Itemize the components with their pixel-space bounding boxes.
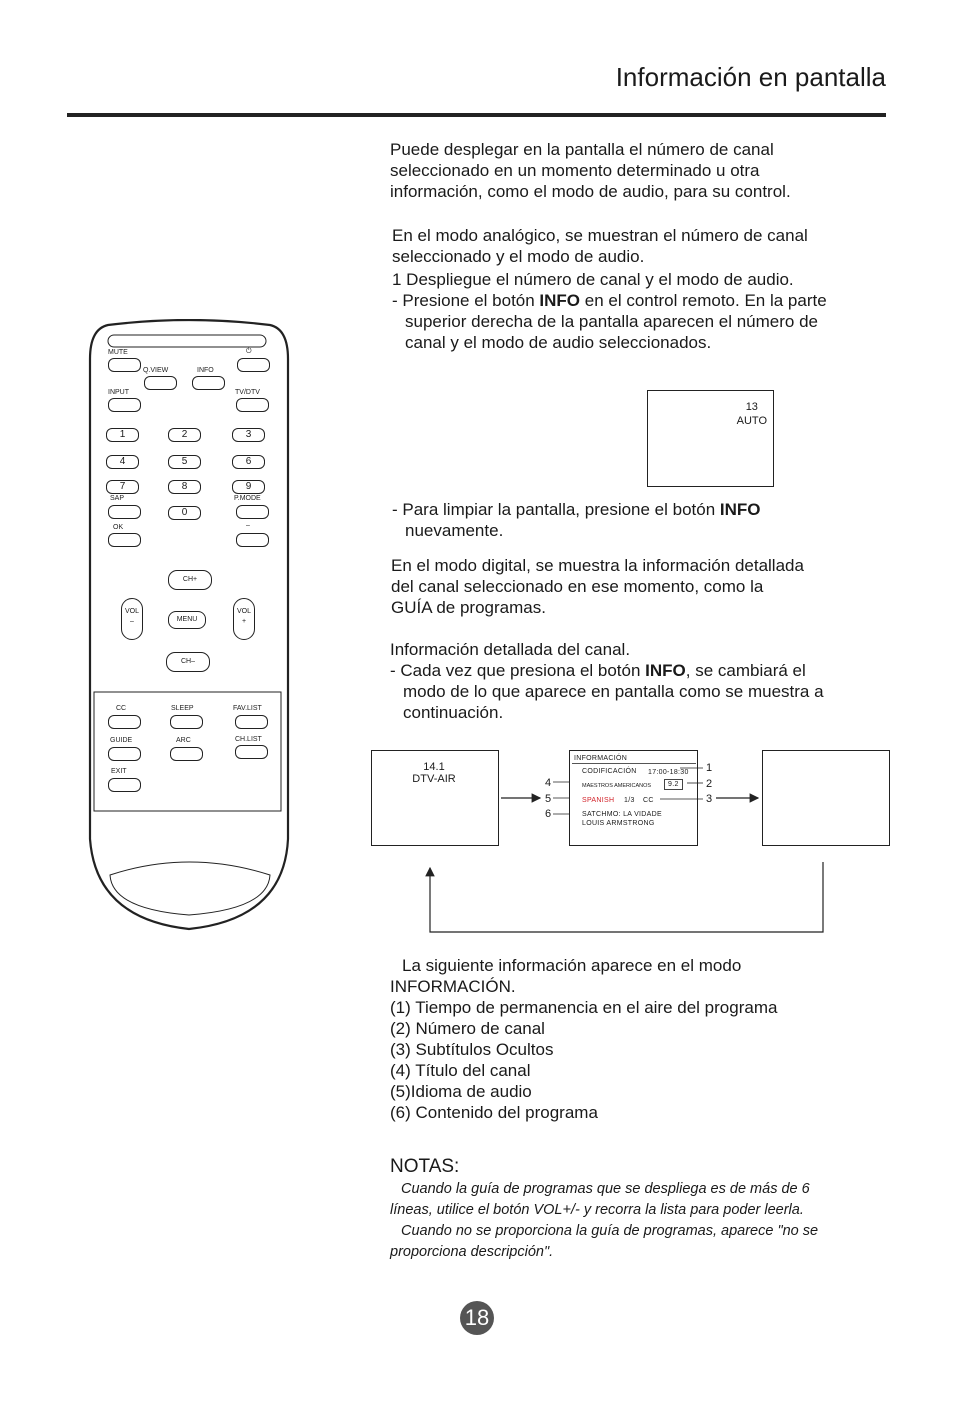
guide-label: GUIDE: [110, 737, 133, 744]
analog-paragraph: [392, 225, 808, 267]
info-list: [390, 955, 777, 1123]
qview-label: Q.VIEW: [143, 367, 169, 374]
callout-3: 3: [706, 793, 713, 805]
info-button[interactable]: [192, 376, 225, 390]
num-7-button[interactable]: 7: [106, 480, 139, 494]
audio-language: SPANISH: [582, 797, 615, 804]
text: - Para limpiar la pantalla, presione el botón: [392, 500, 720, 519]
info-header: INFORMACIÓN: [574, 755, 628, 762]
arc-label: ARC: [176, 737, 191, 744]
cc-label: CC: [116, 705, 127, 712]
num-3-button[interactable]: 3: [232, 428, 265, 442]
intro-line: información, como el modo de audio, para su control.: [390, 182, 791, 201]
source-label: DTV-AIR: [412, 773, 456, 785]
digital-paragraph: [391, 555, 804, 618]
plus-icon: +: [241, 618, 247, 625]
cc-button[interactable]: [108, 715, 141, 729]
list-item: (4) Título del canal: [390, 1061, 531, 1080]
channel-num-box: 9.2: [664, 779, 683, 790]
favlist-label: FAV.LIST: [233, 705, 262, 712]
step-1: 1 Despliegue el número de canal y el modo de audio.: [392, 270, 794, 289]
notes-heading: NOTAS:: [390, 1156, 460, 1177]
channel-up-button[interactable]: CH+: [168, 570, 212, 590]
sleep-label: SLEEP: [171, 705, 194, 712]
dash-label: –: [246, 522, 250, 529]
guide-button[interactable]: [108, 747, 141, 761]
num-5-button[interactable]: 5: [168, 455, 201, 469]
analog-screen: [647, 390, 774, 487]
page-number: 18: [460, 1301, 494, 1335]
qview-button[interactable]: [144, 376, 177, 390]
minus-icon: –: [130, 618, 134, 625]
audio-mode: AUTO: [736, 415, 767, 427]
mute-label: MUTE: [108, 349, 128, 356]
callout-6: 6: [545, 808, 552, 820]
text: - Cada vez que presiona el botón: [390, 661, 646, 680]
callout-1: 1: [706, 762, 713, 774]
note-line: Cuando la guía de programas que se despliega es de más de 6: [401, 1181, 810, 1197]
info-instruction: [392, 290, 827, 311]
chlist-button[interactable]: [235, 745, 268, 759]
volume-up-button[interactable]: [233, 598, 255, 640]
digital-line: GUÍA de programas.: [391, 598, 546, 617]
num-8-button[interactable]: 8: [168, 480, 201, 494]
pmode-label: P.MODE: [234, 495, 261, 502]
power-icon: ⏻: [246, 348, 252, 355]
sap-button[interactable]: [108, 505, 141, 519]
detail-line: continuación.: [403, 703, 504, 722]
text: en el control remoto. En la parte: [580, 291, 827, 310]
list-item: (2) Número de canal: [390, 1019, 545, 1038]
info-keyword: INFO: [645, 661, 686, 680]
intro-line: seleccionado en un momento determinado u otra: [390, 161, 760, 180]
list-item: (3) Subtítulos Ocultos: [390, 1040, 554, 1059]
instruction-line: canal y el modo de audio seleccionados.: [405, 333, 712, 352]
text: - Presione el botón: [392, 291, 540, 310]
mute-button[interactable]: [108, 358, 141, 372]
chlist-label: CH.LIST: [235, 736, 262, 743]
vol-label: VOL: [236, 608, 251, 615]
channel-number: 13: [745, 401, 758, 413]
note-line: proporciona descripción".: [390, 1244, 554, 1260]
num-0-button[interactable]: 0: [168, 506, 201, 520]
tvdtv-button[interactable]: [236, 398, 269, 412]
instruction-line: superior derecha de la pantalla aparecen el número de: [405, 312, 818, 331]
analog-line: seleccionado y el modo de audio.: [392, 247, 645, 266]
clear-line: [392, 499, 761, 520]
input-button[interactable]: [108, 398, 141, 412]
num-1-button[interactable]: 1: [106, 428, 139, 442]
clear-paragraph: [392, 499, 761, 541]
ok-button[interactable]: [108, 533, 141, 547]
remote-control: [88, 319, 290, 931]
list-intro: La siguiente información aparece en el modo: [402, 956, 742, 975]
sap-label: SAP: [110, 495, 125, 502]
list-item: (5)Idioma de audio: [390, 1082, 532, 1101]
num-2-button[interactable]: 2: [168, 428, 201, 442]
input-label: INPUT: [108, 389, 129, 396]
power-button[interactable]: [237, 358, 270, 372]
analog-steps: [392, 269, 827, 353]
channel-title: MAESTROS AMERICANOS: [582, 783, 652, 789]
callout-5: 5: [545, 792, 552, 805]
info-keyword: INFO: [719, 500, 761, 519]
note-line: Cuando no se proporciona la guía de programas, aparece "no se: [401, 1223, 819, 1239]
arc-button[interactable]: [170, 747, 203, 761]
pmode-button[interactable]: [236, 505, 269, 519]
exit-label: EXIT: [111, 768, 127, 775]
arrow-return-icon: [430, 862, 823, 932]
list-intro: INFORMACIÓN.: [390, 977, 516, 996]
num-9-button[interactable]: 9: [232, 480, 265, 494]
clear-line: nuevamente.: [405, 521, 504, 540]
vol-label: VOL: [124, 608, 139, 615]
callout-4: 4: [545, 777, 552, 789]
cc-label: CC: [643, 797, 654, 804]
digital-line: del canal seleccionado en ese momento, como la: [391, 577, 764, 596]
tvdtv-label: TV/DTV: [235, 389, 260, 396]
callout-2: 2: [706, 777, 713, 790]
screen-info: [737, 400, 767, 428]
num-6-button[interactable]: 6: [232, 455, 265, 469]
channel-number: 14.1: [423, 761, 445, 773]
menu-button[interactable]: MENU: [168, 611, 206, 629]
language-count: 1/3: [624, 797, 635, 804]
info-keyword: INFO: [539, 291, 581, 310]
intro-paragraph: [390, 139, 791, 202]
title-rule: [67, 113, 886, 117]
digital-line: En el modo digital, se muestra la información detallada: [391, 556, 804, 575]
dash-button[interactable]: [236, 533, 269, 547]
detail-line: [390, 660, 824, 681]
detail-heading: Información detallada del canal.: [390, 640, 631, 659]
text: , se cambiará el: [685, 661, 806, 680]
note-line: líneas, utilice el botón VOL+/- y recorra la lista para poder leerla.: [390, 1202, 804, 1218]
time-range: 17:00-18:30: [648, 769, 689, 776]
program-line: SATCHMO: LA VIDADE: [582, 811, 662, 818]
analog-line: En el modo analógico, se muestran el número de canal: [392, 226, 808, 245]
detail-paragraph: [390, 639, 824, 723]
volume-down-button[interactable]: [121, 598, 143, 640]
favlist-button[interactable]: [235, 715, 268, 729]
notes-body: [390, 1179, 818, 1263]
page-title: Información en pantalla: [615, 62, 886, 92]
list-item: (6) Contenido del programa: [390, 1103, 598, 1122]
coding-label: CODIFICACIÓN: [582, 768, 637, 775]
diagram-arrows: [360, 740, 900, 940]
info-label: INFO: [197, 367, 214, 374]
ok-label: OK: [113, 524, 124, 531]
sleep-button[interactable]: [170, 715, 203, 729]
program-line: LOUIS ARMSTRONG: [582, 820, 655, 827]
channel-down-button[interactable]: CH–: [166, 652, 210, 672]
intro-line: Puede desplegar en la pantalla el número de canal: [390, 140, 774, 159]
list-item: (1) Tiempo de permanencia en el aire del programa: [390, 998, 778, 1017]
num-4-button[interactable]: 4: [106, 455, 139, 469]
detail-line: modo de lo que aparece en pantalla como se muestra a: [403, 682, 824, 701]
exit-button[interactable]: [108, 778, 141, 792]
